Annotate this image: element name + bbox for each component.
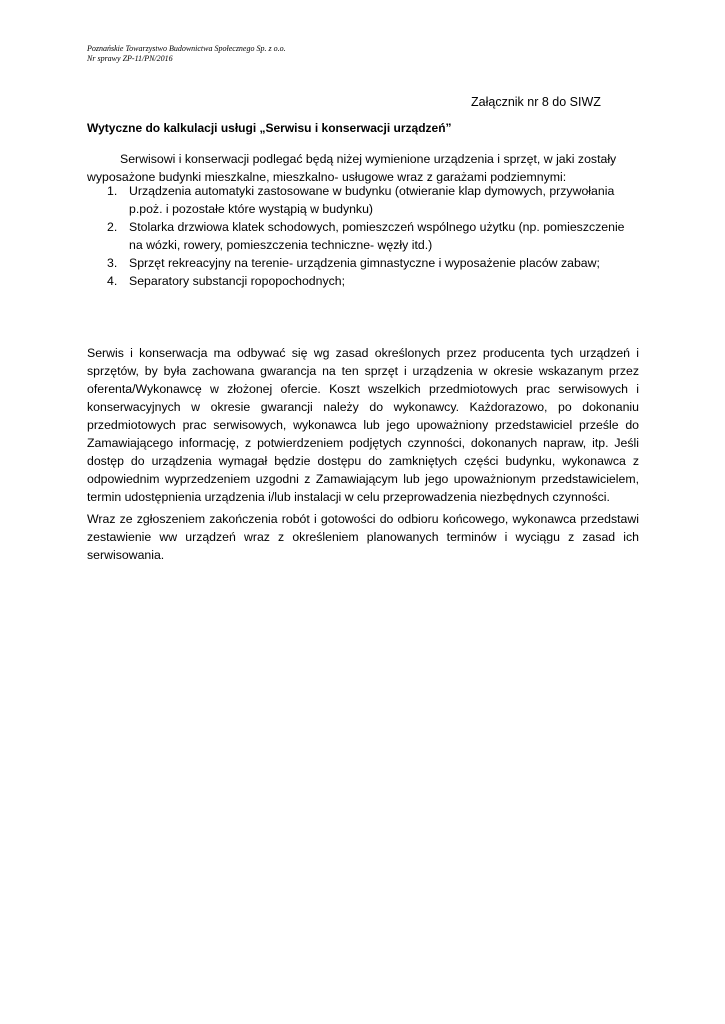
final-report-paragraph: Wraz ze zgłoszeniem zakończenia robót i gotowości do odbioru końcowego, wykonawca przedstawi zestawienie ww urządzeń wraz z określeniem planowanych terminów i wyciągu z zasad ich serwisowania. xyxy=(87,512,639,562)
list-item-number: 3. xyxy=(107,256,118,270)
list-item-number: 1. xyxy=(107,184,118,198)
list-item-text: Urządzenia automatyki zastosowane w budynku (otwieranie klap dymowych, przywołania p.poż. i pozostałe które wystąpią w budynku) xyxy=(129,184,615,216)
list-item-number: 2. xyxy=(107,220,118,234)
list-item xyxy=(87,272,639,290)
header-case-number: Nr sprawy ZP-11/PN/2016 xyxy=(87,54,173,63)
attachment-label: Załącznik nr 8 do SIWZ xyxy=(471,95,601,109)
list-item-text: Stolarka drzwiowa klatek schodowych, pomieszczeń wspólnego użytku (np. pomieszczenie na wózki, rowery, pomieszczenia techniczne- węzły itd.) xyxy=(129,220,625,252)
intro-text: Serwisowi i konserwacji podlegać będą niżej wymienione urządzenia i sprzęt, w jaki zostały wyposażone budynki mieszkalne, mieszkalno- usługowe wraz z garażami podziemnymi: xyxy=(87,152,617,184)
service-terms-paragraph: Serwis i konserwacja ma odbywać się wg zasad określonych przez producenta tych urządzeń i sprzętów, by była zachowana gwarancja na ten sprzęt i urządzenia w okresie wskazanym przez oferenta/Wykonawcę w złożonej ofercie. Koszt wszelkich przedmiotowych prac serwisowych i konserwacyjnych w okresie gwarancji należy do wykonawcy. Każdorazowo, po dokonaniu przedmiotowych prac serwisowych, wykonawca lub jego upoważniony przedstawiciel prześle do Zamawiającego informację, z potwierdzeniem podjętych czynności, dokonanych napraw, itp. Jeśli dostęp do urządzenia wymagał będzie dostępu do zamkniętych części budynku, wykonawca z odpowiednim wyprzedzeniem uzgodni z Zamawiającym lub jego upoważnionym przedstawicielem, termin udostępnienia urządzenia i/lub instalacji w celu przeprowadzenia niezbędnych czynności. xyxy=(87,346,639,504)
list-item-text: Sprzęt rekreacyjny na terenie- urządzenia gimnastyczne i wyposażenie placów zabaw; xyxy=(129,256,600,270)
list-item xyxy=(87,218,639,254)
equipment-list xyxy=(87,182,639,290)
list-item-number: 4. xyxy=(107,274,118,288)
document-header xyxy=(87,44,286,64)
list-item xyxy=(87,254,639,272)
header-company: Poznańskie Towarzystwo Budownictwa Społecznego Sp. z o.o. xyxy=(87,44,286,53)
intro-paragraph xyxy=(87,150,639,186)
list-item-text: Separatory substancji ropopochodnych; xyxy=(129,274,346,288)
list-item xyxy=(87,182,639,218)
document-title: Wytyczne do kalkulacji usługi „Serwisu i konserwacji urządzeń” xyxy=(87,121,452,135)
